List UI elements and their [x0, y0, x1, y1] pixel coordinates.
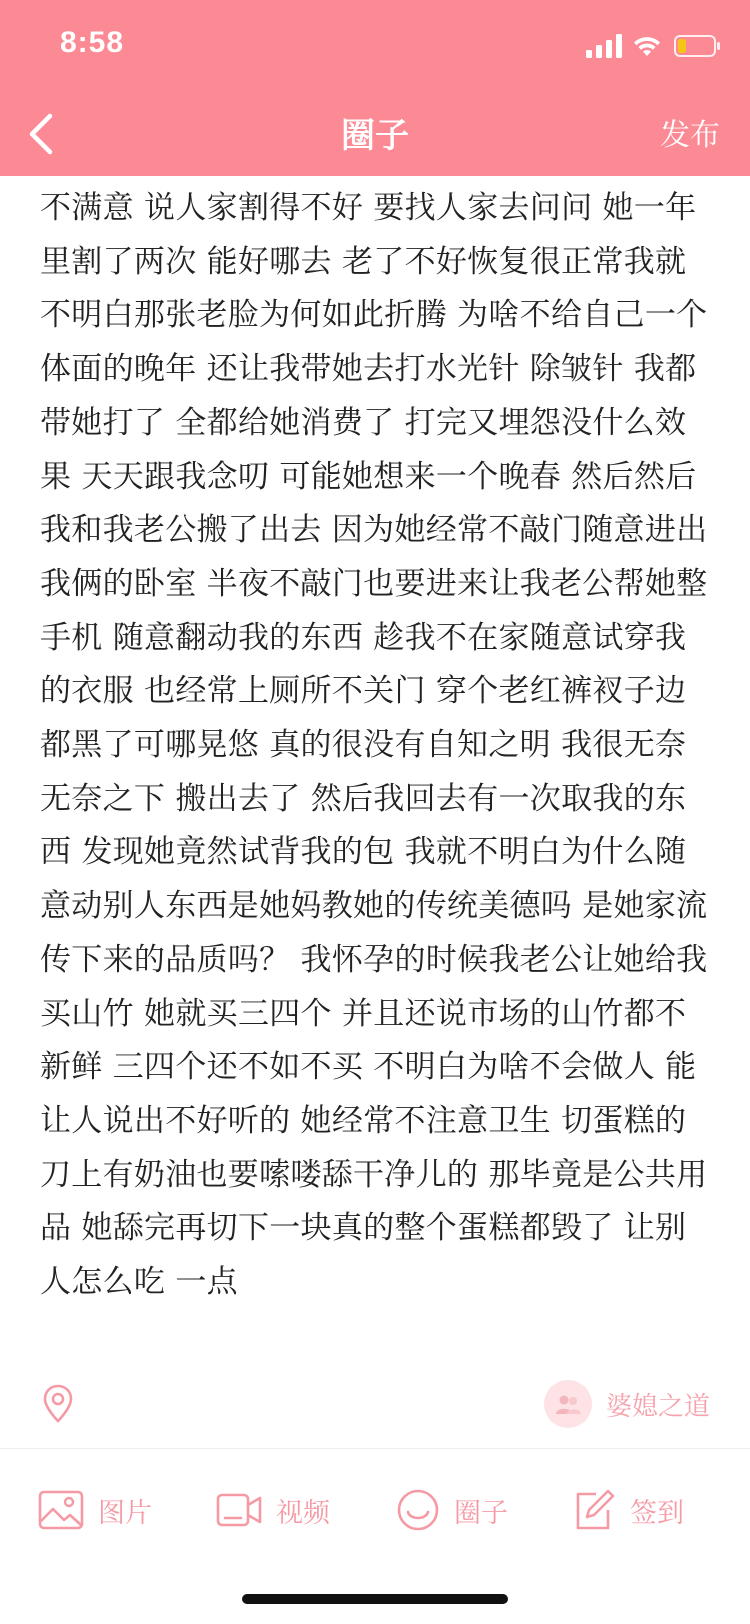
- home-indicator[interactable]: [242, 1594, 508, 1604]
- image-button-label: 图片: [98, 1497, 152, 1529]
- post-meta-row: [0, 1370, 750, 1440]
- video-icon: [216, 1489, 262, 1531]
- status-icons: [586, 32, 722, 60]
- video-button-label: 视频: [276, 1497, 330, 1529]
- circle-tag[interactable]: [544, 1378, 710, 1430]
- post-content-area[interactable]: [0, 176, 750, 1366]
- status-time: 8:58: [60, 26, 125, 59]
- video-button[interactable]: [216, 1482, 330, 1538]
- location-pin-icon[interactable]: [42, 1384, 74, 1424]
- circle-icon: [396, 1488, 440, 1532]
- checkin-icon: [572, 1488, 616, 1532]
- circle-button[interactable]: [396, 1482, 508, 1538]
- circle-name: 婆媳之道: [605, 1391, 710, 1422]
- group-icon: [553, 1392, 583, 1416]
- image-button[interactable]: [38, 1482, 152, 1538]
- circle-avatar: [544, 1380, 592, 1428]
- bottom-toolbar: [0, 1470, 750, 1550]
- header: [0, 0, 750, 176]
- divider: [0, 1448, 750, 1449]
- checkin-button-label: 签到: [630, 1497, 684, 1529]
- checkin-button[interactable]: [572, 1482, 684, 1538]
- battery-icon: [674, 34, 722, 58]
- page-title: 圈子: [341, 116, 409, 156]
- image-icon: [38, 1489, 84, 1531]
- navigation-bar: [0, 92, 750, 176]
- status-bar: [0, 0, 750, 92]
- cellular-signal-icon: [586, 34, 622, 58]
- wifi-icon: [632, 34, 662, 58]
- post-body-text[interactable]: 不满意 说人家割得不好 要找人家去问问 她一年里割了两次 能好哪去 老了不好恢复很正常我就不明白那张老脸为何如此折腾 为啥不给自己一个体面的晚年 还让我带她去打水光针 除皱针 我都带她打了 全都给她消费了 打完又埋怨没什么效果 天天跟我念叨 可能她想来一个晚春 然后然后我和我老公搬了出去 因为她经常不敲门随意进出我俩的卧室 半夜不敲门也要进来让我老公帮她整手机 随意翻动我的东西 趁我不在家随意试穿我的衣服 也经常上厕所不关门 穿个老红裤衩子边都黑了可哪晃悠 真的很没有自知之明 我很无奈 无奈之下 搬出去了 然后我回去有一次取我的东西 发现她竟然试背我的包 我就不明白为什么随意动别人东西是她妈教她的传统美德吗 是她家流传下来的品质吗？ 我怀孕的时候我老公让她给我买山竹 她就买三四个 并且还说市场的山竹都不新鲜 三四个还不如不买 不明白为啥不会做人 能让人说出不好听的 她经常不注意卫生 切蛋糕的刀上有奶油也要嗦喽舔干净儿的 那毕竟是公共用品 她舔完再切下一块真的整个蛋糕都毁了 让别人怎么吃 一点: [40, 190, 708, 1301]
- circle-button-label: 圈子: [454, 1497, 508, 1529]
- publish-button[interactable]: 发布: [660, 118, 720, 153]
